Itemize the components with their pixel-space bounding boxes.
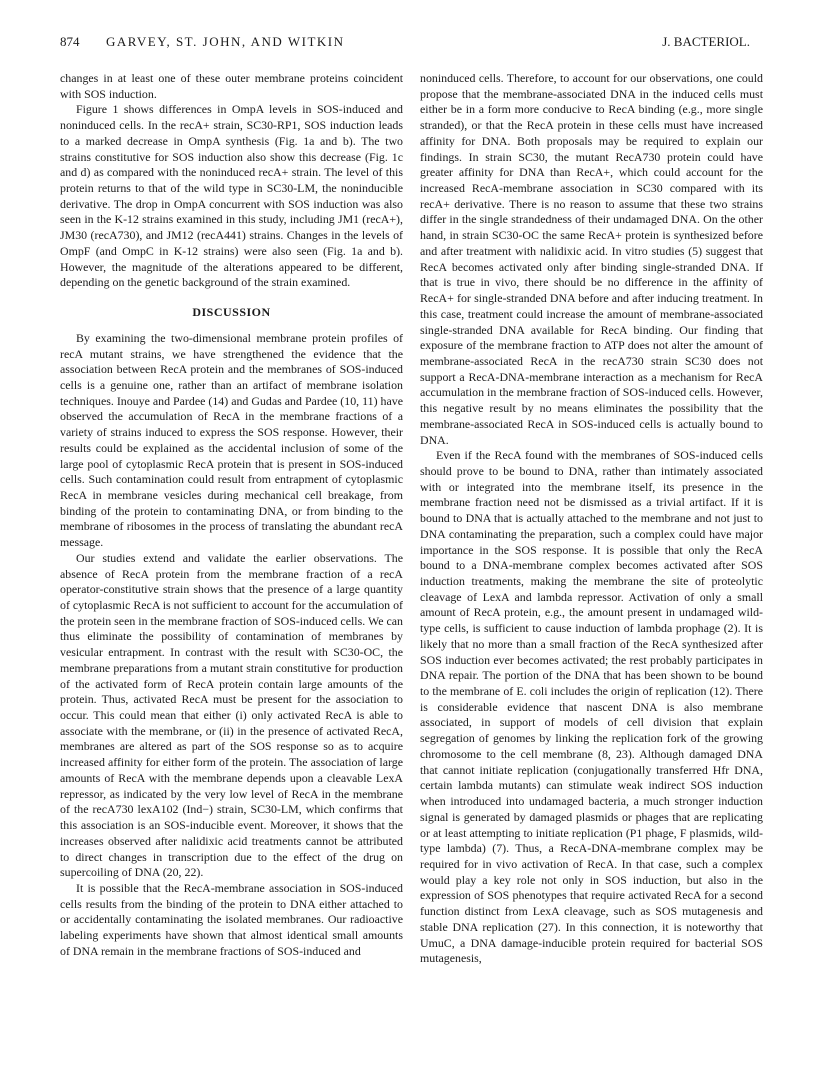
left-column [60,71,403,960]
page-number: 874 [60,34,80,49]
right-column [420,71,763,967]
section-heading: DISCUSSION [192,305,271,320]
paragraph: By examining the two-dimensional membrane protein profiles of recA mutant strains, we have strengthened the evidence that the association between RecA protein and the membranes of SOS-induced cells is a genuine one, rather than an artifact of membrane isolation techniques. Inouye and Pardee (14) and Gudas and Pardee (10, 11) have observed the accumulation of RecA in the membrane fractions of a variety of strains induced to express the SOS response. However, their results could be explained as the accidental inclusion of some of the large pool of cytoplasmic RecA protein that is present in SOS-induced cells. Such contamination could result from entrapment of cytoplasmic RecA in membrane vesicles during mechanical cell breakage, from binding of the protein to contaminating DNA, or from binding to the membrane of ribosomes in the process of translating the abundant recA message. [60,330,403,550]
running-header [60,34,750,54]
paragraph: changes in at least one of these outer membrane proteins coincident with SOS induction. [60,71,403,101]
paragraph: Even if the RecA found with the membranes of SOS-induced cells should prove to be bound to DNA, rather than intimately associated with or integrated into the membrane itself, its presence in the membrane fraction need not be dismissed as a trivial artifact. If it is bound to DNA that is actually attached to the membrane and not just to DNA contaminating the preparation, such a complex could have major importance in the SOS response. It is possible that only the RecA bound to a DNA-membrane complex becomes activated after SOS induction treatments, making the membrane the site of proteolytic cleavage of LexA and lambda repressor. Activation of only a small amount of RecA protein, e.g., the amount present in undamaged wild-type cells, is sufficient to cause induction of lambda prophage (2). It is likely that no more than a small fraction of the RecA synthesized after SOS induction ever becomes activated; the rest probably participates in DNA repair. The portion of the DNA that has been shown to be bound to the membrane of E. coli includes the origin of replication (12). There is considerable evidence that nascent DNA is also membrane associated, in support of models of cell division that explain segregation of genomes by linking the replication fork of the growing chromosome to the cell membrane (8, 23). Although damaged DNA that cannot initiate replication (conjugationally transferred Hfr DNA, certain lambda mutants) can stimulate weak indirect SOS induction when introduced into undamaged bacteria, a much stronger induction signal is generated by damaged plasmids or phages that are replicating or at least attempting to initiate replication (P1 phage, F plasmids, wild-type lambda) (7). Thus, a RecA-DNA-membrane complex may be required for in vivo activation of RecA. In that case, such a complex would play a key role not only in SOS induction, but also in the expression of SOS phenotypes that require activated RecA for a second function distinct from LexA cleavage, such as SOS mutagenesis and stable DNA replication (27). In this connection, it is noteworthy that UmuC, a DNA damage-inducible protein required for bacterial SOS mutagenesis, [420,448,763,966]
paragraph: Figure 1 shows differences in OmpA levels in SOS-induced and noninduced cells. In the recA+ strain, SC30-RP1, SOS induction leads to a marked decrease in OmpA synthesis (Fig. 1a and b). The two strains constitutive for SOS induction also show this decrease (Fig. 1c and d) as compared with the noninduced recA+ strain. The level of this protein returns to that of the wild type in SC30-LM, the noninducible derivative. The drop in OmpA concurrent with SOS induction was also seen in the K-12 strains examined in this study, including JM1 (recA+), JM30 (recA730), and JM12 (recA441) strains. Changes in the levels of OmpF (and OmpC in K-12 strains) were also seen (Fig. 1a and b). However, the magnitude of the alterations appeared to be different, depending on the genetic background of the strain examined. [60,102,403,290]
running-authors: GARVEY, ST. JOHN, AND WITKIN [106,34,345,49]
paragraph: It is possible that the RecA-membrane association in SOS-induced cells results from the binding of the protein to DNA either attached to or accidentally contaminating the isolated membranes. Our radioactive labeling experiments have shown that almost identical small amounts of DNA remain in the membrane fractions of SOS-induced and [60,880,403,958]
paragraph: noninduced cells. Therefore, to account for our observations, one could propose that the membrane-associated DNA in the induced cells must either be in a form more conducive to RecA binding (e.g., more single stranded), or that the RecA protein in these cells must have increased affinity for DNA. Both proposals may be required to explain our findings. In strain SC30, the mutant RecA730 protein could have greater affinity for DNA than RecA+, which could account for the increased RecA-membrane association in SC30 compared with its recA+ derivative. There is no reason to assume that these two strains differ in the single strandedness of their undamaged DNA. On the other hand, in strain SC30-OC the same RecA+ protein is synthesized before and after treatment with nalidixic acid. In vitro studies (5) suggest that RecA becomes activated only after binding single-stranded DNA. If that is true in vivo, there should be no difference in the affinity of RecA+ for single-stranded DNA before and after inducing treatment. In this case, treatment could increase the amount of membrane-associated single-stranded DNA available for RecA binding. Our finding that exposure of the membrane fraction to ATP does not alter the amount of membrane-associated RecA in the recA730 strain SC30 does not support a RecA-DNA-membrane interaction as a mechanism for RecA accumulation in the membrane fraction of SOS-induced cells. However, this negative result by no means eliminates the possibility that the membrane-associated RecA in SOS-induced cells is actually bound to DNA. [420,71,763,447]
running-journal: J. BACTERIOL. [662,34,750,49]
paragraph: Our studies extend and validate the earlier observations. The absence of RecA protein from the membrane fraction of a recA operator-constitutive strain shows that the presence of a large quantity of cytoplasmic RecA is not sufficient to account for the accumulation of the protein seen in the membrane fraction of SOS-induced cells. We can thus eliminate the possibility of contamination of membranes by vesicular entrapment. In contrast with the result with SC30-OC, the membrane preparations from a mutant strain constitutive for production of the activated form of RecA protein contain large amounts of the protein. Thus, activated RecA must be present for the association to occur. This could mean that either (i) only activated RecA is able to associate with the membrane, or (ii) in the presence of activated RecA, membranes are altered as part of the SOS response so as to acquire increased affinity for either form of the protein. The association of large amounts of RecA with the membrane depends upon a cleavable LexA repressor, as indicated by the very low level of RecA in the membrane of the recA730 lexA102 (Ind−) strain, SC30-LM, which confirms that this association is an SOS-inducible event. Moreover, it shows that the increases observed after nalidixic acid treatments cannot be attributed to direct changes in transcription due to the effect of the drug on supercoiling of DNA (20, 22). [60,550,403,880]
